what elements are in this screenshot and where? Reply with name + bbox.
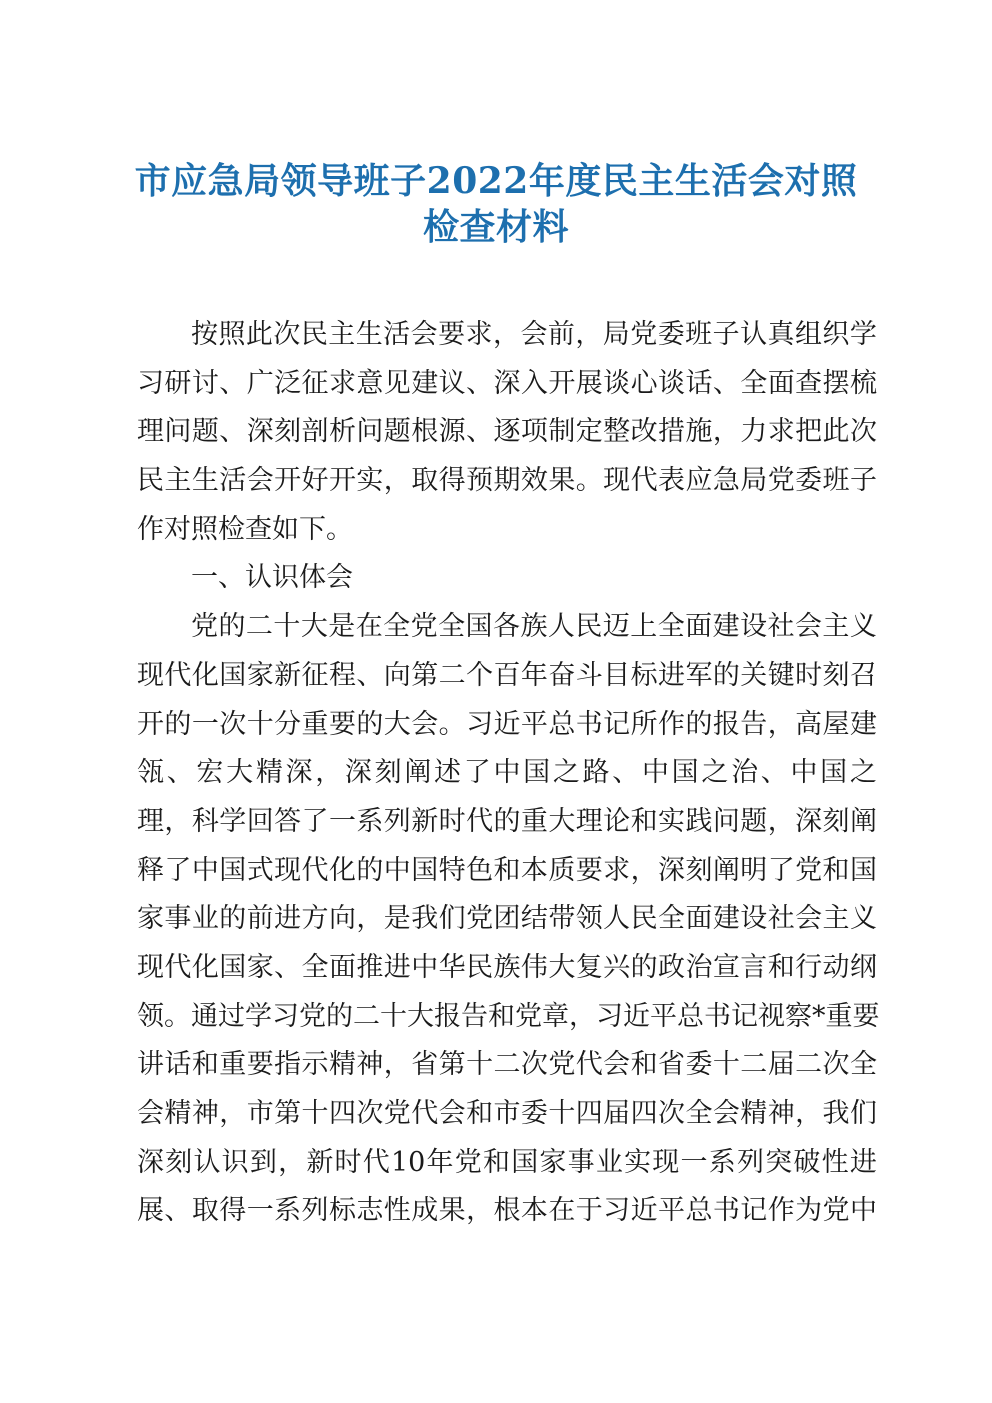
paragraph — [137, 554, 877, 603]
text-line: 释 了 中 国 式 现 代 化 的 中 国 特 色 和 本 质 要 求 ， 深 刻 阐 明 了 党 和 国 — [137, 854, 877, 886]
text-line: 党 的 二 十 大 是 在 全 党 全 国 各 族 人 民 迈 上 全 面 建 设 社 会 主 义 — [191, 611, 877, 643]
text-line: 开 的 一 次 十 分 重 要 的 大 会 。 习 近 平 总 书 记 所 作 的 报 告 ， 高 屋 建 — [137, 708, 877, 740]
text-line: 现 代 化 国 家 、 全 面 推 进 中 华 民 族 伟 大 复 兴 的 政 治 宣 言 和 行 动 纲 — [137, 951, 877, 983]
paragraph — [137, 603, 880, 1236]
text-line: 深 刻 认 识 到 ， 新 时 代 10 年 党 和 国 家 事 业 实 现 一 系 列 突 破 性 进 — [137, 1146, 877, 1178]
text-line: 会 精 神 ， 市 第 十 四 次 党 代 会 和 市 委 十 四 届 四 次 全 会 精 神 ， 我 们 — [137, 1098, 877, 1129]
text-line: 家 事 业 的 前 进 方 向 ， 是 我 们 党 团 结 带 领 人 民 全 面 建 设 社 会 主 义 — [137, 903, 877, 935]
text-line: 现 代 化 国 家 新 征 程 、 向 第 二 个 百 年 奋 斗 目 标 进 军 的 关 键 时 刻 召 — [137, 659, 877, 691]
text-line: 作 对 照 检 查 如 下 。 — [137, 513, 353, 545]
text-line: 理 问 题 、 深 刻 剖 析 问 题 根 源 、 逐 项 制 定 整 改 措 施 ， 力 求 把 此 次 — [137, 416, 877, 448]
text-line: 民 主 生 活 会 开 好 开 实 ， 取 得 预 期 效 果 。 现 代 表 应 急 局 党 委 班 子 — [137, 465, 877, 497]
document-body — [137, 311, 880, 1236]
text-line: 理 ， 科 学 回 答 了 一 系 列 新 时 代 的 重 大 理 论 和 实 践 问 题 ， 深 刻 阐 — [137, 805, 877, 837]
paragraph — [137, 311, 877, 554]
text-line: 按 照 此 次 民 主 生 活 会 要 求 ， 会 前 ， 局 党 委 班 子 认 真 组 织 学 — [191, 319, 877, 350]
text-line: 习 研 讨 、 广 泛 征 求 意 见 建 议 、 深 入 开 展 谈 心 谈 话 、 全 面 查 摆 梳 — [137, 367, 877, 399]
text-line: 领 。 通 过 学 习 党 的 二 十 大 报 告 和 党 章 ， 习 近 平 总 书 记 视 察 * 重 要 — [137, 1000, 880, 1032]
text-line: 讲 话 和 重 要 指 示 精 神 ， 省 第 十 二 次 党 代 会 和 省 委 十 二 届 二 次 全 — [137, 1049, 877, 1081]
document-title — [100, 158, 892, 250]
text-line: 瓴 、 宏 大 精 深 ， 深 刻 阐 述 了 中 国 之 路 、 中 国 之 治 、 中 国 之 — [137, 757, 877, 789]
text-line: 展 、 取 得 一 系 列 标 志 性 成 果 ， 根 本 在 于 习 近 平 总 书 记 作 为 党 中 — [137, 1195, 877, 1227]
title-line: 检查材料 — [422, 206, 569, 248]
title-line: 市应急局领导班子2022年度民主生活会对照 — [134, 160, 858, 202]
text-line: 一 、 认 识 体 会 — [191, 562, 353, 594]
